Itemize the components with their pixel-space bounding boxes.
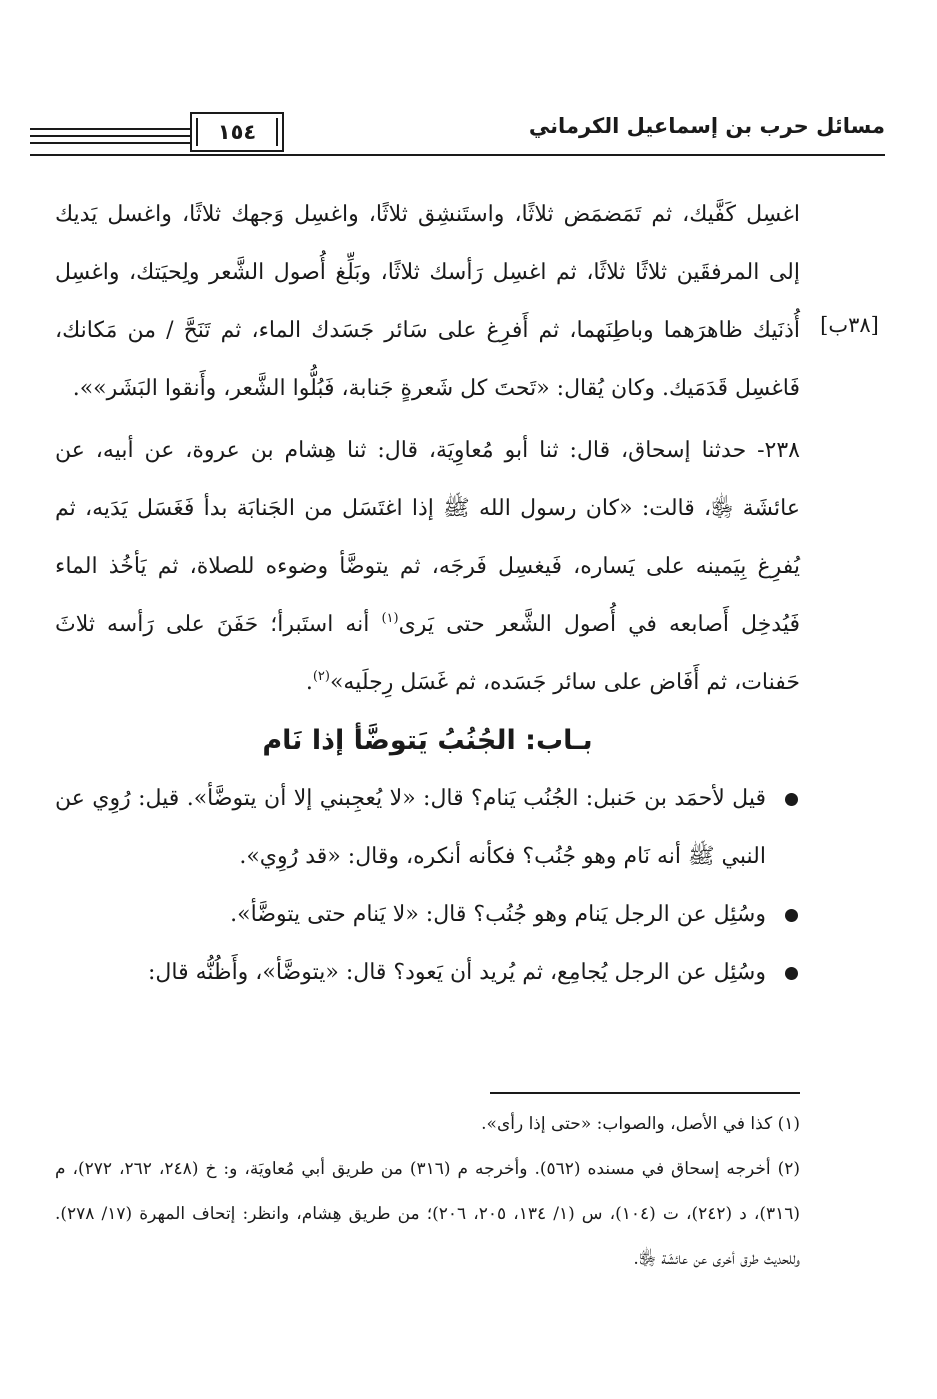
footnote-ref-1[interactable]: (١) [381,611,399,626]
bullet-icon [785,967,798,980]
footnote-separator [490,1092,800,1094]
paragraph-continued: اغسِل كَفَّيك، ثم تَمَضمَض ثلاثًا، واستَنشِق ثلاثًا، واغسِل وَجهك ثلاثًا، واغسل يَديك إلى المرفقَين ثلاثًا ثلاثًا، ثم اغسِل رَأسك ثلاثًا، وبَلِّغ أُصول الشَّعر ولِحيَتك، واغسِل أُذنَيك ظاهرَهما وباطِنَهما، ثم أَفرِغ على سَائر جَسَدك الماء، ثم تَنَحَّ / من مَكانك، فَاغسِل قَدَمَيك. وكان يُقال: «تَحتَ كل شَعرةٍ جَنابة، فَبُلُّوا الشَّعر، وأَنقوا البَشَر»». [55,202,800,401]
footnote-1: (١) كذا في الأصل، والصواب: «حتى إذا رأى». [481,1114,800,1134]
list-item-text: وسُئِل عن الرجل يُجامِع، ثم يُريد أن يَعود؟ قال: «يتوضَّأ»، وأَظُنُّه قال: [148,960,766,985]
chapter-heading: بـاب: الجُنُبُ يَتوضَّأ إذا نَام [262,725,593,756]
list-item [55,770,800,886]
footnote-2: (٢) أخرجه إسحاق في مسنده (٥٦٢). وأخرجه م (٣١٦) من طريق أبي مُعاويَة، و: خ (٢٤٨، ٢٦٢، ٢٧٢)، م (٣١٦)، د (٢٤٢)، ت (١٠٤)، س (١/ ١٣٤، ٢٠٥، ٢٠٦)؛ من طريق هِشام، وانظر: إتحاف المهرة (١٧/ ٢٧٨). وللحديث طرق أخرى عن عائشَة ﵂. [55,1159,801,1269]
manuscript-folio-ref: [٣٨ب] [820,313,879,337]
hadith-text-middle: أنه استَبرأ؛ حَفَنَ على رَأسه ثلاثَ حَفنات، ثم أَفَاض على سائر جَسَده، ثم غَسَل رِجلَيه» [55,612,800,695]
main-text [55,186,800,1002]
bullet-icon [785,793,798,806]
book-title: مسائل حرب بن إسماعيل الكرماني [528,114,885,138]
list-item-text: وسُئِل عن الرجل يَنام وهو جُنُب؟ قال: «لا يَنام حتى يتوضَّأ». [230,902,766,927]
page-number: ١٥٤ [190,112,284,152]
page-header [30,112,885,164]
list-item-text: قيل لأحمَد بن حَنبل: الجُنُب يَنام؟ قال: «لا يُعجِبني إلا أن يتوضَّأ». قيل: رُوِي عن النبي ﷺ أنه نَام وهو جُنُب؟ فكأنه أنكره، وقال: «قد رُوِي». [55,786,766,869]
footnote-ref-2[interactable]: (٢) [312,669,330,684]
footnotes [55,1102,800,1282]
header-rule [30,154,885,156]
hadith-238 [55,422,800,712]
list-item [55,886,800,944]
bullet-icon [785,909,798,922]
hadith-text-end: . [305,670,313,695]
list-item [55,944,800,1002]
header-ornament-bars [30,128,190,154]
hadith-text-start: ٢٣٨- حدثنا إسحاق، قال: ثنا أبو مُعاوِيَة، قال: ثنا هِشام بن عروة، عن أبيه، عن عائشَة ﵂، قالت: «كان رسول الله ﷺ إذا اغتَسَل من الجَنابَة بدأ فَغَسَل يَدَيه، ثم يُفرِغ بِيَمينه على يَساره، فَيغسِل فَرجَه، ثم يتوضَّأ وضوءه للصلاة، ثم يَأخُذ الماء فَيُدخِل أَصابعه في أُصول الشَّعر حتى يَرى [55,438,800,637]
